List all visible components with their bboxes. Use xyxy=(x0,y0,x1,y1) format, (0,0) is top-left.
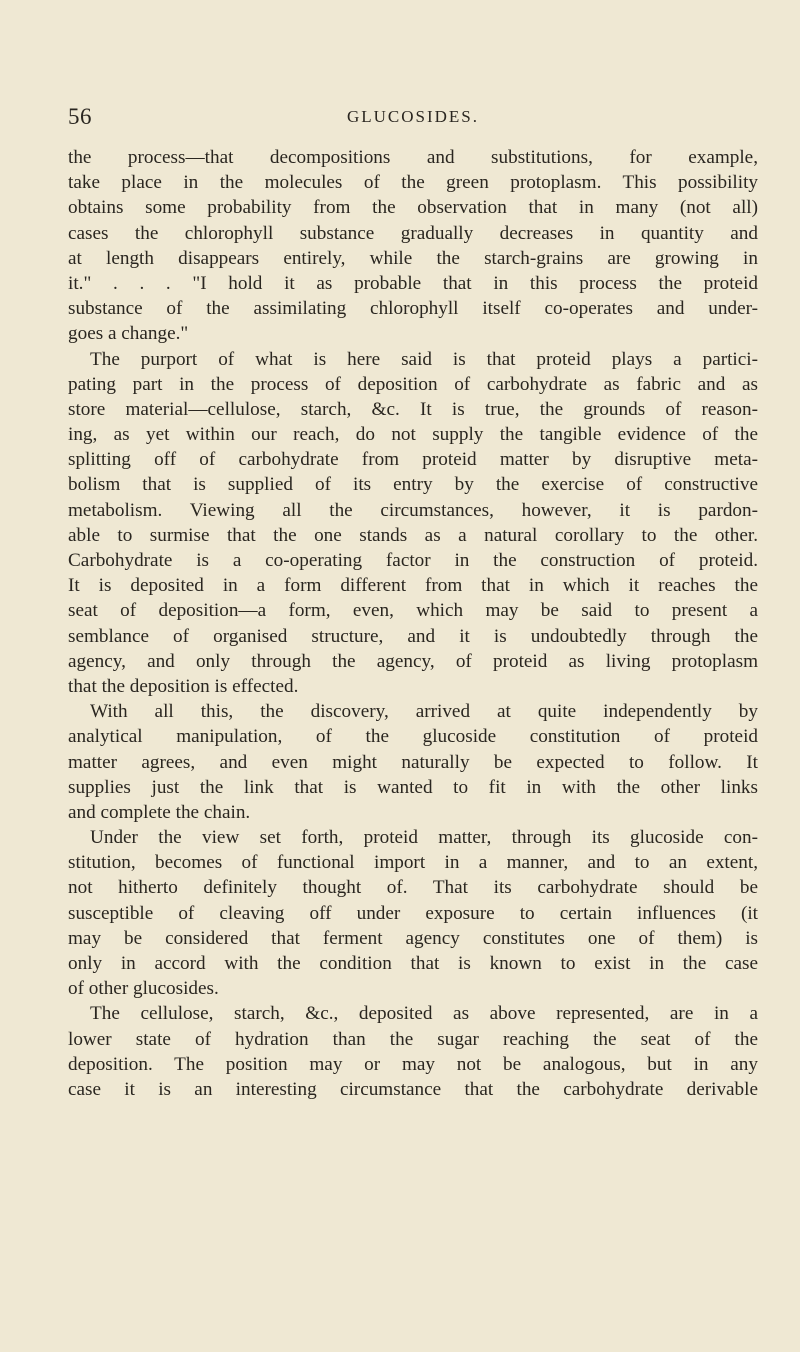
text-line: the process—that decompositions and substitutions, for example, xyxy=(68,147,758,168)
page-header xyxy=(68,104,758,132)
text-line: not hitherto definitely thought of. That its carbohydrate should be xyxy=(68,877,758,899)
text-line: matter agrees, and even might naturally be expected to follow. It xyxy=(68,751,758,773)
text-line: cases the chlorophyll substance gradually decreases in quantity and xyxy=(68,222,758,244)
text-line: metabolism. Viewing all the circumstances, however, it is pardon- xyxy=(68,499,758,521)
text-line: analytical manipulation, of the glucoside constitution of proteid xyxy=(68,726,758,748)
text-line: case it is an interesting circumstance that the carbohydrate derivable xyxy=(68,1078,758,1100)
text-line: deposition. The position may or may not be analogous, but in any xyxy=(68,1053,758,1075)
text-line: able to surmise that the one stands as a natural corollary to the other. xyxy=(68,524,758,546)
text-line: semblance of organised structure, and it is undoubtedly through the xyxy=(68,625,758,647)
text-line: goes a change." xyxy=(68,323,189,345)
text-line: take place in the molecules of the green protoplasm. This possibility xyxy=(68,172,758,194)
text-line: ing, as yet within our reach, do not supply the tangible evidence of the xyxy=(68,424,758,446)
page-number: 56 xyxy=(68,104,92,129)
body-text xyxy=(68,145,758,1102)
text-line: substance of the assimilating chlorophyll itself co-operates and under- xyxy=(68,298,758,320)
text-line: pating part in the process of deposition of carbohydrate as fabric and as xyxy=(68,373,758,395)
text-line: store material—cellulose, starch, &c. It is true, the grounds of reason- xyxy=(68,398,758,420)
text-line: only in accord with the condition that is known to exist in the case xyxy=(68,953,758,974)
text-line: It is deposited in a form different from that in which it reaches the xyxy=(68,575,758,597)
text-line: splitting off of carbohydrate from proteid matter by disruptive meta- xyxy=(68,449,758,471)
text-line: lower state of hydration than the sugar reaching the seat of the xyxy=(68,1028,758,1050)
text-line: With all this, the discovery, arrived at quite independently by xyxy=(90,701,758,723)
text-line: Under the view set forth, proteid matter, through its glucoside con- xyxy=(90,827,758,849)
text-line: at length disappears entirely, while the starch-grains are growing in xyxy=(68,247,758,269)
running-head: GLUCOSIDES. xyxy=(346,107,480,126)
text-line: bolism that is supplied of its entry by the exercise of constructive xyxy=(68,474,758,496)
text-line: may be considered that ferment agency constitutes one of them) is xyxy=(68,927,758,949)
text-line: it." . . . "I hold it as probable that in this process the proteid xyxy=(68,272,758,294)
text-line: The cellulose, starch, &c., deposited as above represented, are in a xyxy=(90,1003,758,1025)
text-line: seat of deposition—a form, even, which may be said to present a xyxy=(68,600,758,622)
text-line: and complete the chain. xyxy=(68,801,251,823)
text-line: agency, and only through the agency, of proteid as living protoplasm xyxy=(68,650,758,672)
text-line: of other glucosides. xyxy=(68,978,219,1000)
text-line: that the deposition is effected. xyxy=(68,675,299,697)
text-line: supplies just the link that is wanted to fit in with the other links xyxy=(68,776,758,798)
text-line: obtains some probability from the observation that in many (not all) xyxy=(68,197,758,219)
text-line: susceptible of cleaving off under exposure to certain influences (it xyxy=(68,902,758,924)
text-line: The purport of what is here said is that proteid plays a partici- xyxy=(90,348,758,370)
text-line: stitution, becomes of functional import in a manner, and to an extent, xyxy=(68,852,758,874)
text-line: Carbohydrate is a co-operating factor in the construction of proteid. xyxy=(68,550,758,571)
